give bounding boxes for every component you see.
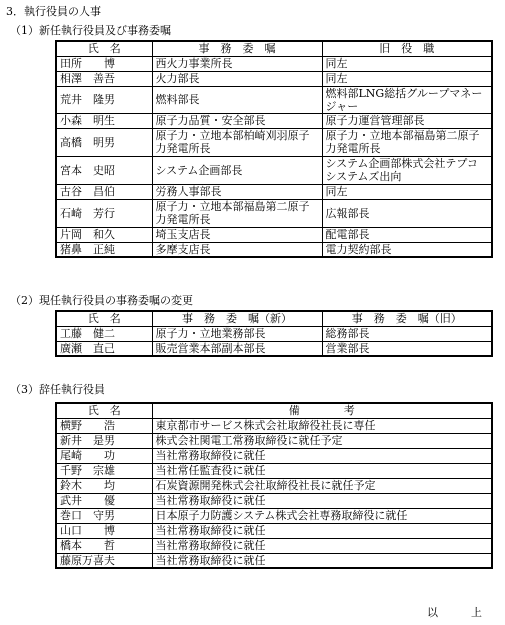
new-officer-cell-0: 宮本 史昭 xyxy=(56,156,152,184)
duty-change-cell-0: 工藤 健二 xyxy=(56,326,152,341)
new-officer-cell-1: 労務人事部長 xyxy=(152,184,322,199)
table-row xyxy=(56,56,492,71)
new-officer-cell-0: 片岡 和久 xyxy=(56,227,152,242)
duty-change-cell-2: 総務部長 xyxy=(322,326,492,341)
table-row xyxy=(56,156,492,184)
new-officer-cell-0: 小森 明生 xyxy=(56,113,152,128)
resigned-officer-cell-0: 横野 浩 xyxy=(56,418,152,433)
new-officer-cell-1: 埼玉支店長 xyxy=(152,227,322,242)
table-row xyxy=(56,199,492,227)
subsection-title-duty-change: （2）現任執行役員の事務委嘱の変更 xyxy=(10,294,193,307)
new-officer-cell-0: 田所 博 xyxy=(56,56,152,71)
resigned-officer-cell-0: 千野 宗雄 xyxy=(56,463,152,478)
table-row xyxy=(56,433,492,448)
header-former-post: 旧 役 職 xyxy=(322,41,492,56)
new-officer-cell-2: 原子力・立地本部福島第二原子力発電所長 xyxy=(322,128,492,156)
subsection-title-new-officers: （1）新任執行役員及び事務委嘱 xyxy=(10,24,171,37)
new-officer-cell-1: 原子力・立地本部柏崎刈羽原子力発電所長 xyxy=(152,128,322,156)
header-name: 氏 名 xyxy=(56,311,152,326)
new-officer-cell-2: 配電部長 xyxy=(322,227,492,242)
resigned-officer-cell-0: 橋本 哲 xyxy=(56,538,152,553)
new-officer-cell-1: 火力部長 xyxy=(152,71,322,86)
new-officer-cell-2: 同左 xyxy=(322,56,492,71)
duty-change-cell-2: 営業部長 xyxy=(322,341,492,356)
table-row xyxy=(56,478,492,493)
resigned-officer-cell-0: 山口 博 xyxy=(56,523,152,538)
new-officer-cell-1: システム企画部長 xyxy=(152,156,322,184)
resigned-officer-cell-1: 当社常任監査役に就任 xyxy=(152,463,492,478)
duty-change-cell-0: 廣瀬 直己 xyxy=(56,341,152,356)
resigned-officer-cell-0: 藤原万喜夫 xyxy=(56,553,152,568)
header-name: 氏 名 xyxy=(56,403,152,418)
table-row xyxy=(56,493,492,508)
table-row xyxy=(56,523,492,538)
header-duty-new: 事 務 委 嘱（新） xyxy=(152,311,322,326)
new-officer-cell-2: 広報部長 xyxy=(322,199,492,227)
new-officer-cell-2: システム企画部株式会社テプコシステムズ出向 xyxy=(322,156,492,184)
table-row xyxy=(56,113,492,128)
resigned-officer-cell-0: 巻口 守男 xyxy=(56,508,152,523)
new-officer-cell-0: 相澤 善吾 xyxy=(56,71,152,86)
duty-change-cell-1: 原子力・立地業務部長 xyxy=(152,326,322,341)
header-duty: 事 務 委 嘱 xyxy=(152,41,322,56)
table-row xyxy=(56,538,492,553)
new-officer-cell-0: 石崎 芳行 xyxy=(56,199,152,227)
duty-change-cell-1: 販売営業本部副本部長 xyxy=(152,341,322,356)
table-row xyxy=(56,86,492,113)
header-remarks: 備 考 xyxy=(152,403,492,418)
table-row xyxy=(56,326,492,341)
table-row xyxy=(56,71,492,86)
subsection-title-resigned: （3）辞任執行役員 xyxy=(10,383,105,396)
section-title: 3．執行役員の人事 xyxy=(6,5,101,18)
new-officer-cell-2: 同左 xyxy=(322,184,492,199)
resigned-officer-cell-0: 新井 是男 xyxy=(56,433,152,448)
resigned-officer-cell-0: 武井 優 xyxy=(56,493,152,508)
table-row xyxy=(56,227,492,242)
duty-change-table xyxy=(55,310,493,357)
new-officer-cell-1: 西火力事業所長 xyxy=(152,56,322,71)
resigned-officers-table xyxy=(55,402,493,569)
resigned-officer-cell-0: 鈴木 均 xyxy=(56,478,152,493)
resigned-officer-cell-1: 当社常務取締役に就任 xyxy=(152,448,492,463)
new-officer-cell-2: 同左 xyxy=(322,71,492,86)
table-row xyxy=(56,508,492,523)
new-officer-cell-0: 高橋 明男 xyxy=(56,128,152,156)
new-officer-cell-2: 原子力運営管理部長 xyxy=(322,113,492,128)
header-name: 氏 名 xyxy=(56,41,152,56)
new-officer-cell-0: 猪鼻 正純 xyxy=(56,242,152,257)
new-officer-cell-2: 電力契約部長 xyxy=(322,242,492,257)
table-row xyxy=(56,448,492,463)
resigned-officer-cell-0: 尾崎 功 xyxy=(56,448,152,463)
new-officer-cell-0: 荒井 隆男 xyxy=(56,86,152,113)
header-duty-old: 事 務 委 嘱（旧） xyxy=(322,311,492,326)
table-row xyxy=(56,128,492,156)
resigned-officer-cell-1: 株式会社関電工常務取締役に就任予定 xyxy=(152,433,492,448)
resigned-officer-cell-1: 当社常務取締役に就任 xyxy=(152,553,492,568)
table-row xyxy=(56,418,492,433)
resigned-officer-cell-1: 当社常務取締役に就任 xyxy=(152,523,492,538)
new-officer-cell-1: 原子力品質・安全部長 xyxy=(152,113,322,128)
table-row xyxy=(56,242,492,257)
resigned-officer-cell-1: 石炭資源開発株式会社取締役社長に就任予定 xyxy=(152,478,492,493)
resigned-officer-cell-1: 当社常務取締役に就任 xyxy=(152,493,492,508)
table-row xyxy=(56,184,492,199)
new-officer-cell-1: 多摩支店長 xyxy=(152,242,322,257)
resigned-officer-cell-1: 日本原子力防護システム株式会社専務取締役に就任 xyxy=(152,508,492,523)
resigned-officer-cell-1: 当社常務取締役に就任 xyxy=(152,538,492,553)
new-officer-cell-1: 原子力・立地本部福島第二原子力発電所長 xyxy=(152,199,322,227)
closing-mark: 以 上 xyxy=(427,606,493,619)
new-officers-table xyxy=(55,40,493,258)
table-row xyxy=(56,463,492,478)
resigned-officer-cell-1: 東京都市サービス株式会社取締役社長に専任 xyxy=(152,418,492,433)
table-row xyxy=(56,341,492,356)
new-officer-cell-1: 燃料部長 xyxy=(152,86,322,113)
new-officer-cell-0: 古谷 昌伯 xyxy=(56,184,152,199)
table-row xyxy=(56,553,492,568)
new-officer-cell-2: 燃料部LNG総括グループマネージャー xyxy=(322,86,492,113)
